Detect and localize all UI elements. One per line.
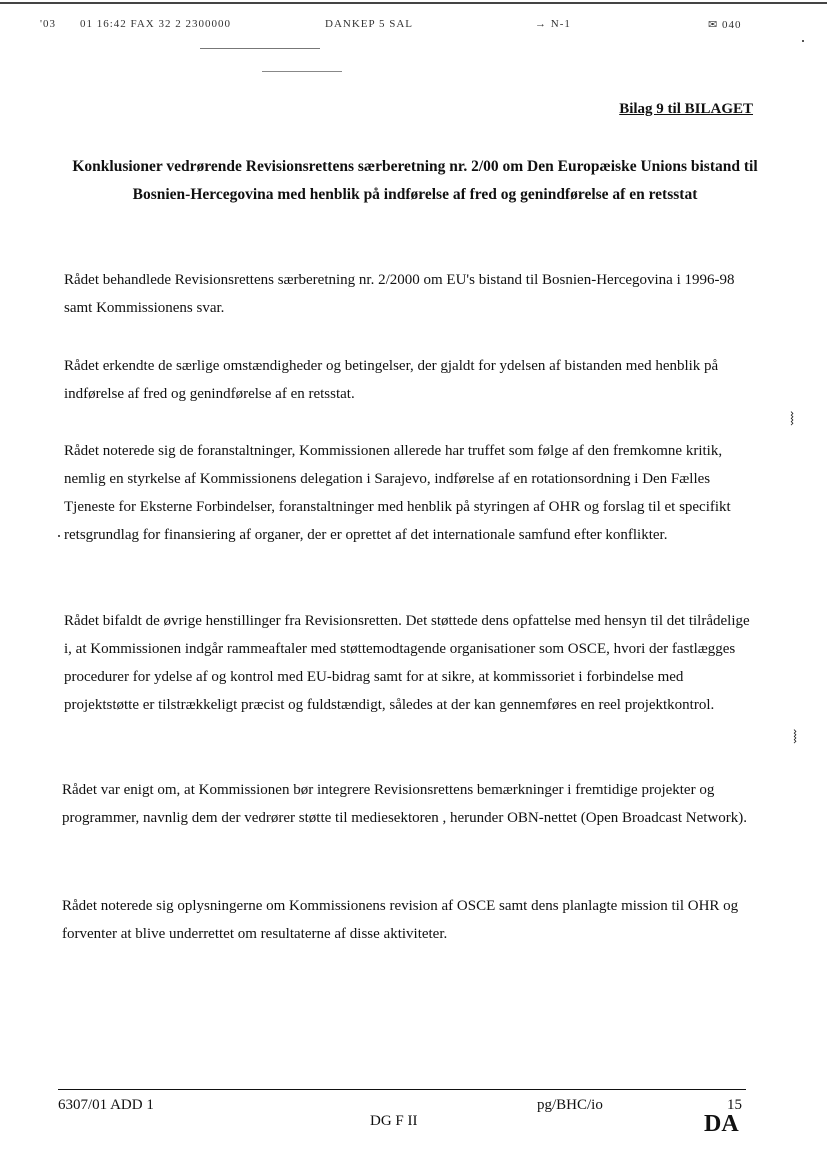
scan-speck <box>58 535 60 537</box>
fax-code: '03 <box>40 18 56 30</box>
paragraph: Rådet noterede sig oplysningerne om Kommissionens revision af OSCE samt dens planlagte mission til OHR og forventer at blive underrettet om resultaterne af disse aktiviteter. <box>62 898 739 942</box>
paragraph: Rådet erkendte de særlige omstændigheder og betingelser, der gjaldt for ydelsen af bistanden med henblik på indførelse af fred og genindførelse af en retsstat. <box>64 358 719 402</box>
document-title: Konklusioner vedrørende Revisionsrettens særberetning nr. 2/00 om Den Europæiske Unions bistand til Bosnien-Hercegovina med henblik på indførelse af fred og genindførelse af en retsstat <box>72 158 758 203</box>
margin-bracket-mark: ⧘ <box>793 726 798 748</box>
fax-id: ✉ 040 <box>708 19 742 31</box>
page-number: 15 <box>727 1097 742 1113</box>
language-code: DA <box>704 1111 739 1137</box>
margin-bracket-mark: ⧘ <box>790 408 795 430</box>
paragraph: Rådet behandlede Revisionsrettens særberetning nr. 2/2000 om EU's bistand til Bosnien-Hercegovina i 1996-98 samt Kommissionens svar. <box>64 272 735 316</box>
fax-scan-line <box>262 71 342 72</box>
fax-transmission-header <box>40 18 800 34</box>
document-reference: 6307/01 ADD 1 <box>58 1097 154 1113</box>
paragraph: Rådet bifaldt de øvrige henstillinger fra Revisionsretten. Det støttede dens opfattelse med hensyn til det tilrådelige i, at Kommissionen indgår rammeaftaler med støttemodtagende organisationer som OSCE, hvori der fastlægges procedurer for ydelse af og kontrol med EU-bidrag samt for at sikre, at kommissoriet i forbindelse med projektstøtte er tilstrækkeligt præcist og fuldstændigt, således at der kan gennemføres en reel projektkontrol. <box>64 613 750 713</box>
fax-scan-line <box>200 48 320 49</box>
annex-label: Bilag 9 til BILAGET <box>619 101 753 117</box>
scan-speck <box>802 40 804 42</box>
paragraph: Rådet noterede sig de foranstaltninger, Kommissionen allerede har truffet som følge af den fremkomne kritik, nemlig en styrkelse af Kommissionens delegation i Sarajevo, indførelse af en rotationsordning i Den Fælles Tjeneste for Eksterne Forbindelser, foranstaltninger med henblik på styringen af OHR og forslag til et specifikt retsgrundlag for finansiering af organer, der er oprettet af det internationale samfund efter konflikter. <box>64 443 731 543</box>
fax-time: 01 16:42 FAX 32 2 2300000 <box>80 18 231 30</box>
directorate-general: DG F II <box>370 1113 418 1129</box>
author-initials: pg/BHC/io <box>537 1097 603 1113</box>
paragraph: Rådet var enigt om, at Kommissionen bør integrere Revisionsrettens bemærkninger i fremtidige projekter og programmer, navnlig dem der vedrører støtte til mediesektoren , herunder OBN-nettet (Open Broadcast Network). <box>62 782 748 826</box>
fax-sender: DANKEP 5 SAL <box>325 18 413 30</box>
footer-rule <box>58 1089 746 1090</box>
fax-top-rule <box>0 2 827 4</box>
fax-page: → N-1 <box>535 18 571 30</box>
